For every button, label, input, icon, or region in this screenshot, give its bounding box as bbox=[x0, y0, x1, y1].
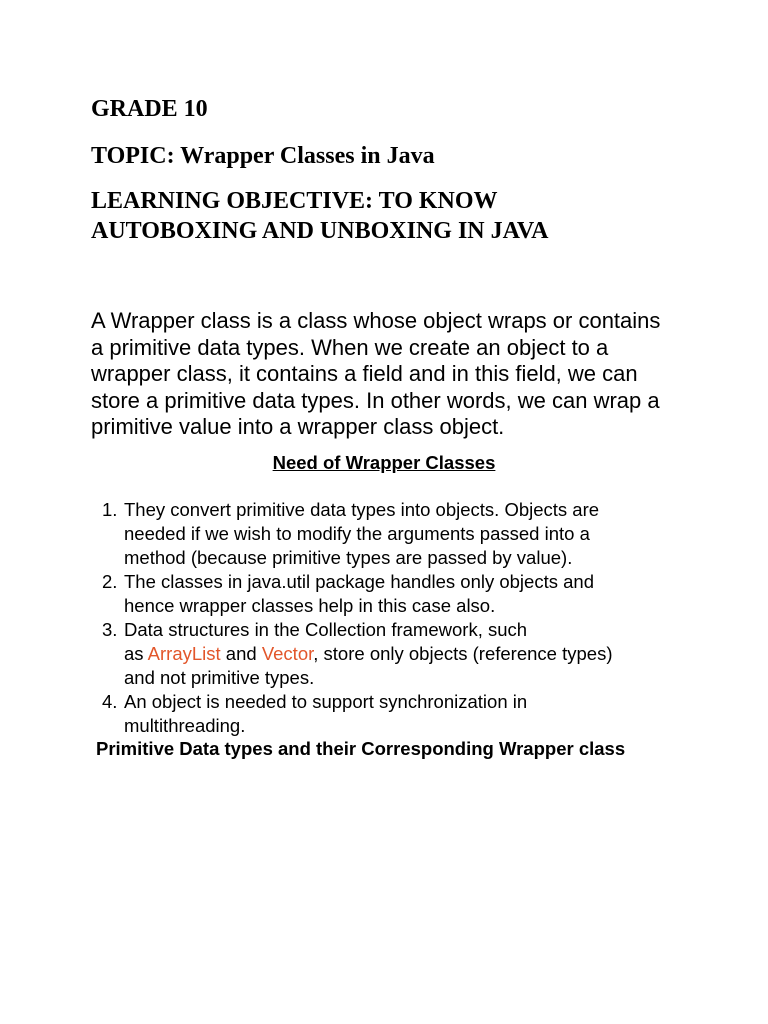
grade-heading: GRADE 10 bbox=[91, 96, 208, 122]
list-item-line: hence wrapper classes help in this case also. bbox=[124, 595, 496, 616]
list-item-line-suffix: , store only objects (reference types) bbox=[313, 643, 613, 664]
list-item-line: needed if we wish to modify the arguments passed into a bbox=[124, 523, 590, 544]
list-item-line: and not primitive types. bbox=[124, 667, 315, 688]
vector-link[interactable]: Vector bbox=[261, 643, 314, 664]
list-item-number: 4. bbox=[102, 691, 118, 712]
intro-line-4: store a primitive data types. In other words, we can wrap a bbox=[91, 387, 660, 413]
intro-line-2: a primitive data types. When we create an object to a bbox=[91, 334, 609, 360]
objective-line-2: AUTOBOXING AND UNBOXING IN JAVA bbox=[91, 218, 549, 244]
list-item-line: method (because primitive types are passed by value). bbox=[124, 547, 573, 568]
learning-objective-heading bbox=[91, 186, 548, 246]
list-item-line: They convert primitive data types into objects. Objects are bbox=[124, 499, 600, 520]
list-item-line: An object is needed to support synchronization in bbox=[124, 691, 528, 712]
list-item-line-prefix: as bbox=[124, 643, 148, 664]
arraylist-link[interactable]: ArrayList bbox=[147, 643, 221, 664]
list-item bbox=[102, 690, 694, 738]
intro-line-1: A Wrapper class is a class whose object wraps or contains bbox=[91, 308, 661, 333]
list-item-number: 1. bbox=[102, 499, 118, 520]
intro-line-5: primitive value into a wrapper class object. bbox=[91, 414, 505, 439]
need-of-wrapper-classes-heading: Need of Wrapper Classes bbox=[272, 452, 496, 473]
list-item-line-mid: and bbox=[220, 643, 262, 664]
list-item-number: 2. bbox=[102, 571, 118, 592]
objective-line-1: LEARNING OBJECTIVE: TO KNOW bbox=[91, 188, 498, 214]
needs-list bbox=[102, 498, 694, 738]
list-item bbox=[102, 618, 694, 690]
list-item bbox=[102, 498, 694, 570]
list-item-line: multithreading. bbox=[124, 715, 246, 736]
topic-heading: TOPIC: Wrapper Classes in Java bbox=[91, 143, 435, 169]
primitive-wrapper-table-heading: Primitive Data types and their Corresponding Wrapper class bbox=[96, 738, 626, 759]
intro-paragraph bbox=[91, 308, 731, 441]
intro-line-3: wrapper class, it contains a field and in this field, we can bbox=[91, 361, 638, 386]
list-item bbox=[102, 570, 694, 618]
list-item-number: 3. bbox=[102, 619, 118, 640]
list-item-line: Data structures in the Collection framework, such bbox=[124, 619, 528, 640]
list-item-line: The classes in java.util package handles only objects and bbox=[124, 571, 594, 592]
